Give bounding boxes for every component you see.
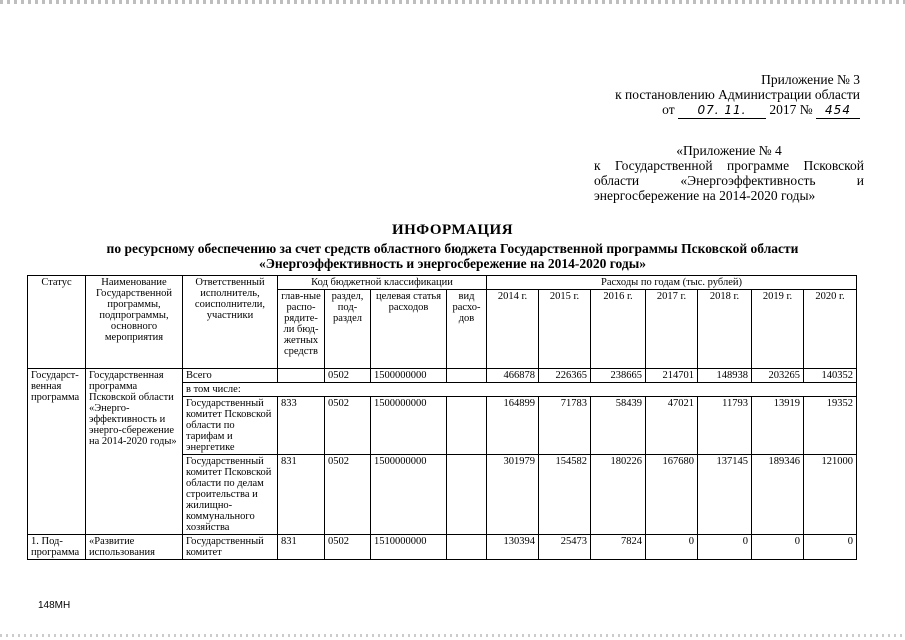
cell-name-sub1: «Развитие использования	[86, 535, 183, 560]
appendix-3-title: Приложение № 3	[761, 72, 860, 87]
cell-value: 0	[752, 535, 804, 560]
cell-value: 189346	[752, 455, 804, 535]
appendix-4-line3-b: «Энергоэффективность	[680, 173, 816, 188]
cell-vr	[447, 535, 487, 560]
cell-value: 0	[698, 535, 752, 560]
appendix-3-date-line	[600, 102, 860, 119]
cell-value: 19352	[804, 397, 857, 455]
cell-status-gp: Государст-венная программа	[28, 369, 86, 535]
header-code-rz: раздел, под-раздел	[325, 290, 371, 369]
handwritten-number: 454	[816, 103, 860, 119]
cell-cs: 1510000000	[371, 535, 447, 560]
cell-value: 11793	[698, 397, 752, 455]
cell-executor: Государственный комитет Псковской области по тарифам и энергетике	[183, 397, 278, 455]
cell-value: 301979	[487, 455, 539, 535]
cell-value: 71783	[539, 397, 591, 455]
cell-rz: 0502	[325, 369, 371, 383]
scan-edge-bottom	[0, 634, 905, 637]
cell-rz: 0502	[325, 535, 371, 560]
cell-value: 0	[804, 535, 857, 560]
cell-vr	[447, 397, 487, 455]
cell-value: 7824	[591, 535, 646, 560]
appendix-4-line2: к Государственной программе Псковской	[594, 158, 864, 173]
cell-value: 130394	[487, 535, 539, 560]
from-label: от	[662, 102, 675, 117]
cell-gr	[278, 369, 325, 383]
resource-table	[27, 275, 857, 560]
header-year-2017: 2017 г.	[646, 290, 698, 369]
cell-executor: Государственный комитет Псковской области по делам строительства и жилищно-коммунального хозяйства	[183, 455, 278, 535]
cell-executor: Всего	[183, 369, 278, 383]
cell-gr: 833	[278, 397, 325, 455]
header-year-2020: 2020 г.	[804, 290, 857, 369]
header-code-group: Код бюджетной классификации	[278, 276, 487, 290]
cell-value: 140352	[804, 369, 857, 383]
handwritten-date: 07. 11.	[678, 103, 766, 119]
cell-value: 137145	[698, 455, 752, 535]
header-executor: Ответственный исполнитель, соисполнители, участники	[183, 276, 278, 369]
cell-value: 47021	[646, 397, 698, 455]
cell-cs: 1500000000	[371, 455, 447, 535]
appendix-3-block	[600, 72, 860, 119]
appendix-4-line3-c: и	[856, 173, 865, 188]
cell-value: 148938	[698, 369, 752, 383]
appendix-3-decree-line: к постановлению Администрации области	[615, 87, 860, 102]
cell-value: 154582	[539, 455, 591, 535]
appendix-4-block	[594, 143, 864, 203]
cell-cs: 1500000000	[371, 397, 447, 455]
table-row-total	[28, 369, 857, 383]
scan-edge-top	[0, 0, 905, 4]
cell-gr: 831	[278, 535, 325, 560]
cell-value: 167680	[646, 455, 698, 535]
header-row-1	[28, 276, 857, 290]
form-code: 148МН	[38, 600, 71, 611]
cell-rz: 0502	[325, 455, 371, 535]
cell-value: 0	[646, 535, 698, 560]
cell-value: 25473	[539, 535, 591, 560]
cell-value: 203265	[752, 369, 804, 383]
cell-value: 226365	[539, 369, 591, 383]
header-year-2015: 2015 г.	[539, 290, 591, 369]
cell-value: 121000	[804, 455, 857, 535]
cell-vr	[447, 455, 487, 535]
cell-name-gp: Государственная программа Псковской области «Энерго-эффективность и энерго-сбережение на 2014-2020 годы»	[86, 369, 183, 535]
header-year-2016: 2016 г.	[591, 290, 646, 369]
cell-rz: 0502	[325, 397, 371, 455]
document-title: ИНФОРМАЦИЯ	[391, 222, 514, 238]
cell-gr: 831	[278, 455, 325, 535]
cell-value: 180226	[591, 455, 646, 535]
header-code-cs: целевая статья расходов	[371, 290, 447, 369]
header-name: Наименование Государственной программы, подпрограммы, основного мероприятия	[86, 276, 183, 369]
cell-cs: 1500000000	[371, 369, 447, 383]
cell-value: 466878	[487, 369, 539, 383]
header-expenses-group: Расходы по годам (тыс. рублей)	[487, 276, 857, 290]
cell-status-sub1: 1. Под-программа	[28, 535, 86, 560]
appendix-4-line4: энергосбережение на 2014-2020 годы»	[594, 188, 816, 203]
cell-value: 13919	[752, 397, 804, 455]
header-year-2014: 2014 г.	[487, 290, 539, 369]
appendix-4-line3	[594, 173, 864, 188]
cell-vr	[447, 369, 487, 383]
header-code-gr: глав-ные распо-рядите-ли бюд-жетных средств	[278, 290, 325, 369]
cell-value: 164899	[487, 397, 539, 455]
document-subtitle-line1: по ресурсному обеспечению за счет средств областного бюджета Государственной программы Псковской области	[106, 241, 799, 256]
header-code-vr: вид расхо-дов	[447, 290, 487, 369]
year-no-label: 2017 №	[769, 102, 813, 117]
header-status: Статус	[28, 276, 86, 369]
cell-value: 214701	[646, 369, 698, 383]
appendix-4-title: «Приложение № 4	[676, 143, 782, 158]
document-subtitle-line2: «Энергоэффективность и энергосбережение на 2014-2020 годы»	[258, 256, 647, 271]
appendix-4-line3-a: области	[594, 173, 640, 188]
header-year-2019: 2019 г.	[752, 290, 804, 369]
cell-value: 58439	[591, 397, 646, 455]
cell-value: 238665	[591, 369, 646, 383]
table-row-subprogram-1	[28, 535, 857, 560]
cell-executor: Государственный комитет	[183, 535, 278, 560]
header-year-2018: 2018 г.	[698, 290, 752, 369]
cell-including-label: в том числе:	[183, 383, 857, 397]
